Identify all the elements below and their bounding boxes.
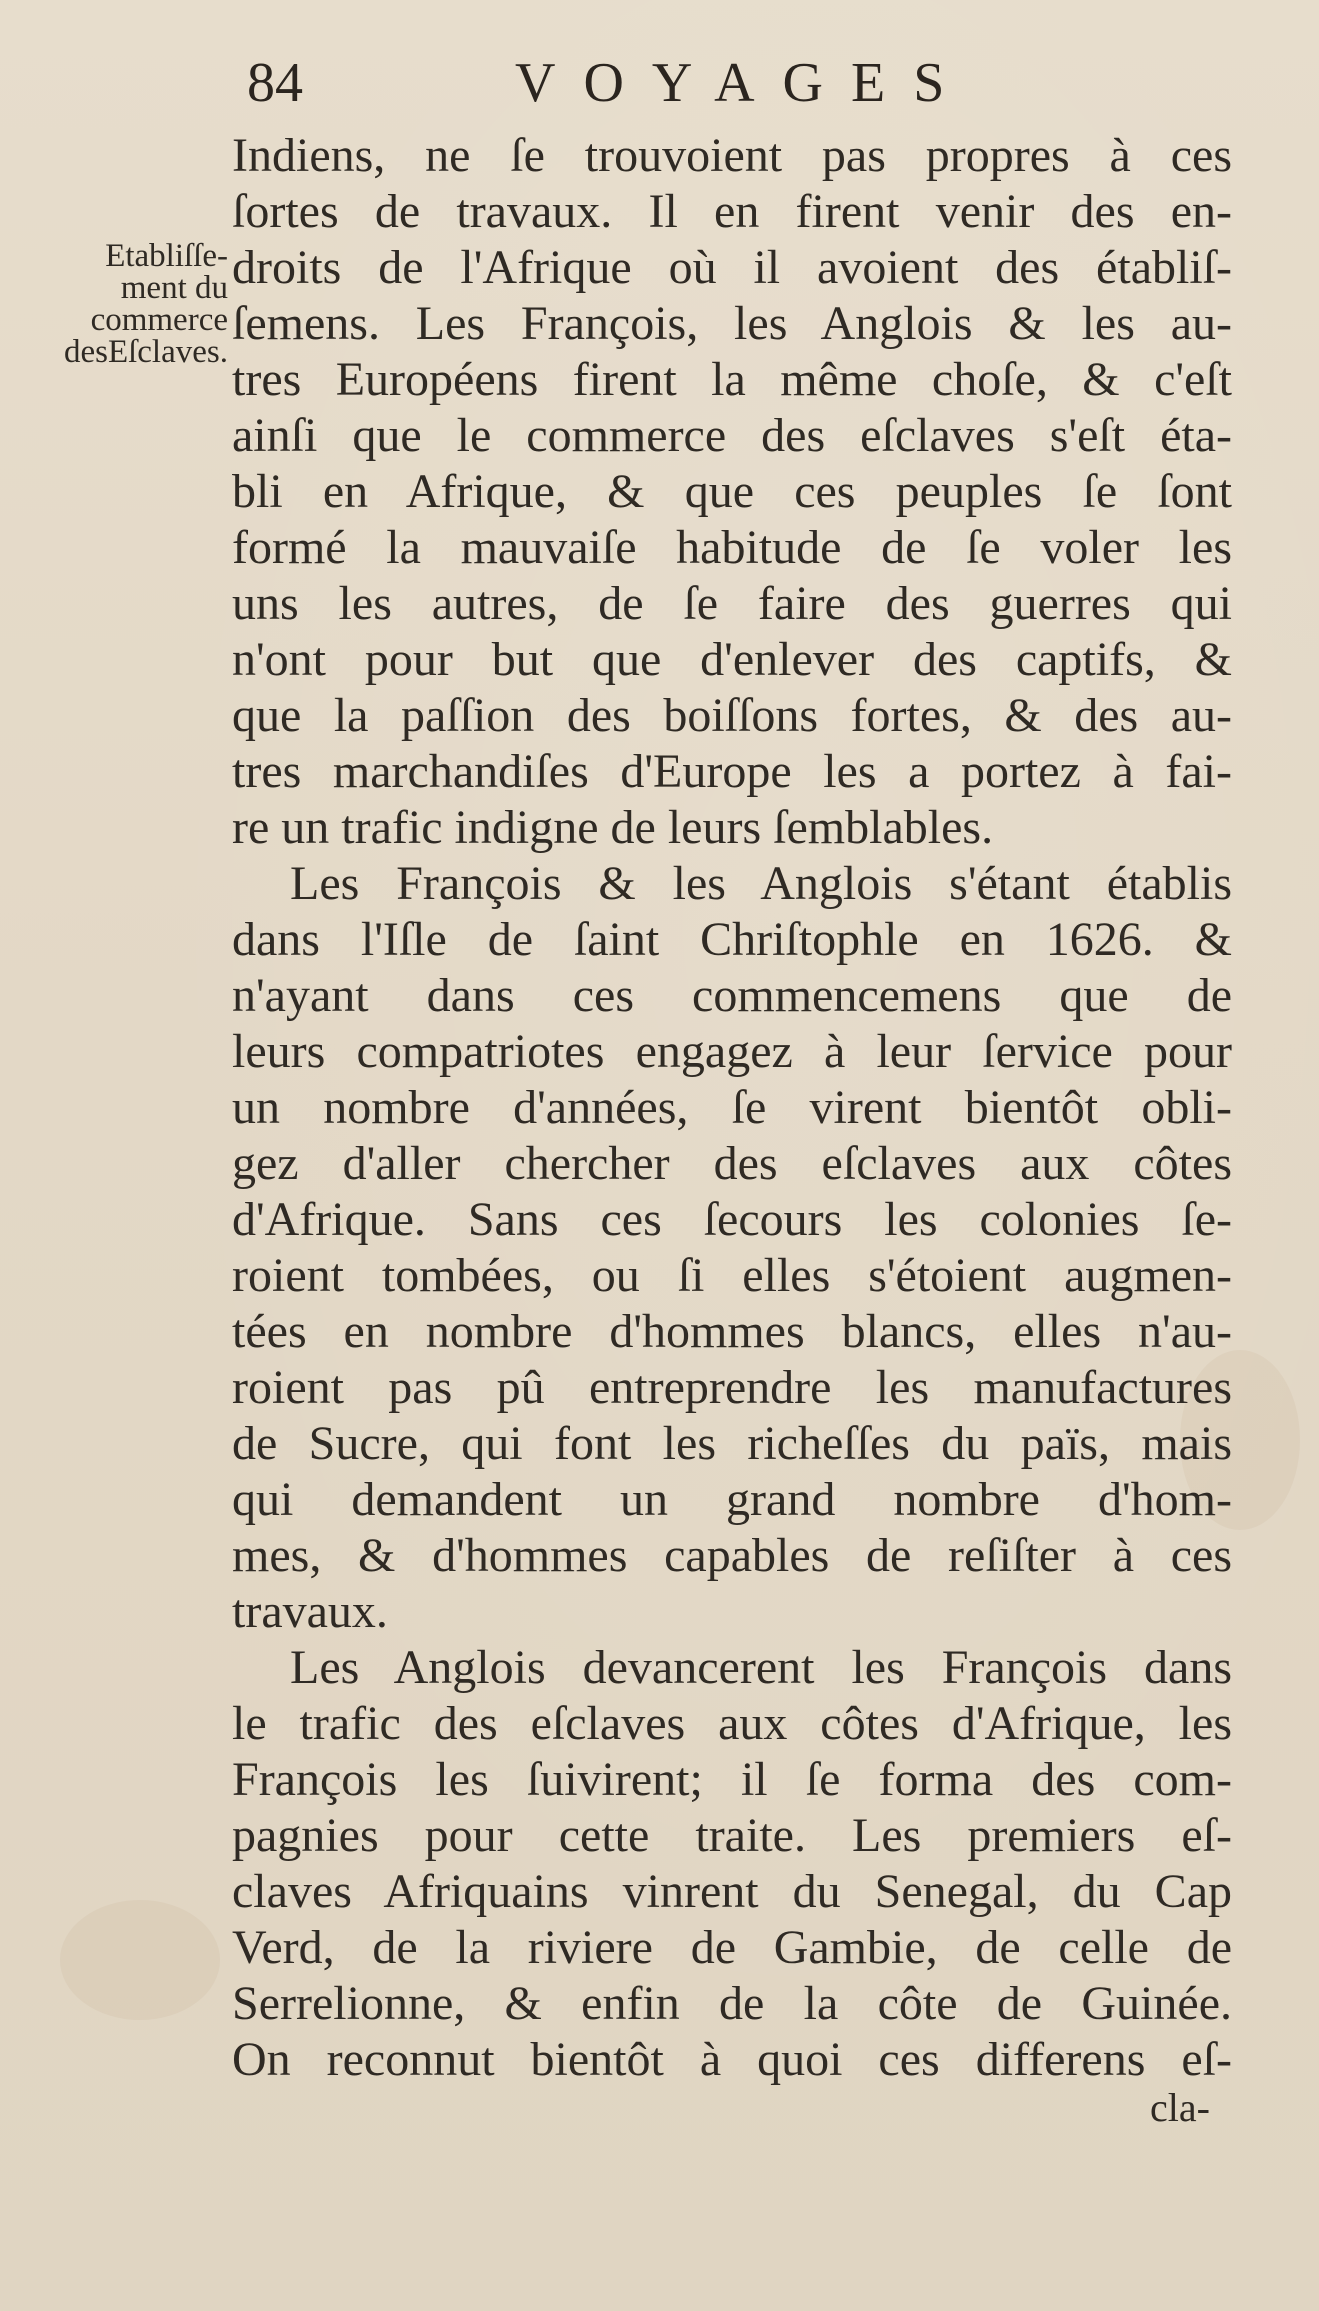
page-header [0,48,1319,118]
text-line: n'ayant dans ces commencemens que de [232,969,1232,1022]
running-title: VOYAGES [515,52,973,114]
paper-stain [60,1900,220,2020]
text-line: tres marchandiſes d'Europe les a portez à fai- [232,745,1232,798]
text-line: bli en Afrique, & que ces peuples ſe ſont [232,465,1232,518]
text-line: le trafic des eſclaves aux côtes d'Afrique, les [232,1697,1232,1750]
margin-note-line: Etabliſſe- [105,238,228,274]
text-line: de Sucre, qui font les richeſſes du païs, mais [232,1417,1232,1470]
text-line: qui demandent un grand nombre d'hom- [232,1473,1232,1526]
text-line: pagnies pour cette traite. Les premiers eſ- [232,1809,1232,1862]
body-text [232,128,1232,2088]
text-line: On reconnut bientôt à quoi ces differens eſ- [232,2033,1232,2086]
text-line: claves Afriquains vinrent du Senegal, du Cap [232,1865,1232,1918]
text-line: travaux. [232,1585,388,1638]
text-line: re un trafic indigne de leurs ſemblables. [232,801,994,854]
text-line: gez d'aller chercher des eſclaves aux côtes [232,1137,1232,1190]
text-line: tres Européens firent la même choſe, & c'eſt [232,353,1232,406]
text-line: uns les autres, de ſe faire des guerres qui [232,577,1232,630]
text-line: Les François & les Anglois s'étant établis [290,857,1232,910]
text-line: leurs compatriotes engagez à leur ſervice pour [232,1025,1232,1078]
text-line: ſemens. Les François, les Anglois & les au- [232,297,1232,350]
text-line: mes, & d'hommes capables de reſiſter à ces [232,1529,1232,1582]
text-line: n'ont pour but que d'enlever des captifs, & [232,633,1232,686]
text-line: droits de l'Afrique où il avoient des établiſ- [232,241,1232,294]
text-line: ainſi que le commerce des eſclaves s'eſt éta- [232,409,1232,462]
margin-note-line: commerce [90,302,228,338]
margin-note-line: desEſclaves. [63,334,228,370]
text-line: François les ſuivirent; il ſe forma des com- [232,1753,1232,1806]
page-number: 84 [247,52,303,114]
text-line: un nombre d'années, ſe virent bientôt obli- [232,1081,1232,1134]
margin-note [8,240,228,368]
text-line: roient pas pû entreprendre les manufactures [232,1361,1232,1414]
catchword: cla- [1150,2085,1210,2130]
text-line: Les Anglois devancerent les François dans [290,1641,1232,1694]
margin-note-line: ment du [120,270,228,306]
text-line: roient tombées, ou ſi elles s'étoient augmen- [232,1249,1232,1302]
text-line: formé la mauvaiſe habitude de ſe voler les [232,521,1232,574]
text-line: Verd, de la riviere de Gambie, de celle de [232,1921,1232,1974]
text-line: d'Afrique. Sans ces ſecours les colonies ſe- [232,1193,1232,1246]
text-line: dans l'Iſle de ſaint Chriſtophle en 1626. & [232,913,1232,966]
text-line: que la paſſion des boiſſons fortes, & des au- [232,689,1232,742]
text-line: ſortes de travaux. Il en firent venir des en- [232,185,1232,238]
text-line: Serrelionne, & enfin de la côte de Guinée. [232,1977,1232,2030]
text-line: Indiens, ne ſe trouvoient pas propres à ces [232,129,1232,182]
text-line: tées en nombre d'hommes blancs, elles n'au- [232,1305,1232,1358]
